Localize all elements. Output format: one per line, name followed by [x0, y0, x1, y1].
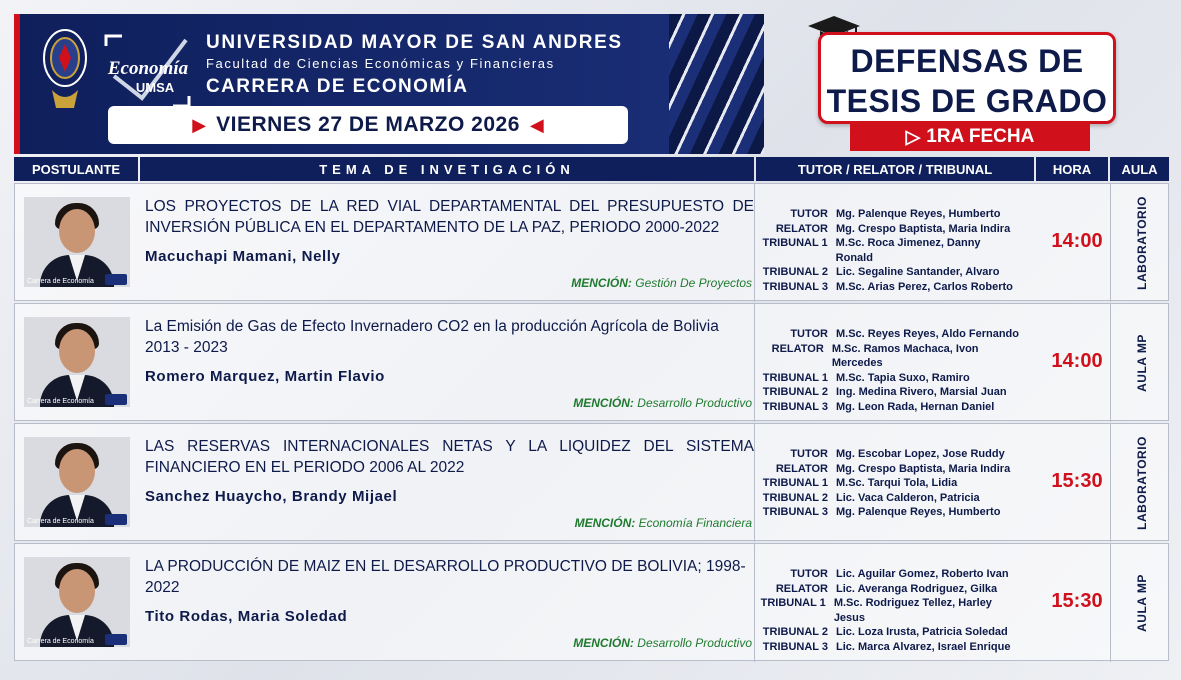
- tribunal-person: Lic. Aguilar Gomez, Roberto Ivan: [836, 568, 1009, 580]
- photo-caption: Carrera de Economía: [27, 518, 94, 525]
- mencion-label: MENCIÓN:: [571, 276, 632, 290]
- room: [1113, 544, 1170, 662]
- play-icon: ▷: [905, 126, 921, 148]
- room: [1113, 424, 1170, 542]
- mencion-label: MENCIÓN:: [573, 396, 634, 410]
- room: [1113, 304, 1170, 422]
- room-label: AULA MP: [1134, 574, 1149, 632]
- session-label: 1RA FECHA: [926, 126, 1035, 147]
- tribunal-person: M.Sc. Reyes Reyes, Aldo Fernando: [836, 328, 1019, 340]
- svg-text:UMSA: UMSA: [135, 80, 175, 95]
- candidate-name: Sanchez Huaycho, Brandy Mijael: [145, 488, 398, 505]
- candidate-name: Romero Marquez, Martin Flavio: [145, 368, 385, 385]
- tribunal-person: M.Sc. Tapia Suxo, Ramiro: [836, 371, 970, 384]
- career-name: CARRERA DE ECONOMÍA: [206, 76, 469, 97]
- economia-umsa-logo: [100, 32, 195, 110]
- tribunal-role: TRIBUNAL 3: [762, 506, 828, 519]
- event-date: VIERNES 27 DE MARZO 2026: [216, 113, 520, 136]
- table-row: [14, 423, 1169, 541]
- mencion-value: Desarrollo Productivo: [637, 396, 752, 410]
- tribunal-person: M.Sc. Rodriguez Tellez, Harley Jesus: [833, 597, 992, 624]
- tribunal-role: TRIBUNAL 2: [762, 491, 828, 504]
- title-line-1: DEFENSAS DE: [850, 43, 1084, 79]
- room-label: LABORATORIO: [1134, 436, 1149, 530]
- university-name: UNIVERSIDAD MAYOR DE SAN ANDRES: [206, 32, 623, 53]
- tribunal-person: M.Sc. Tarqui Tola, Lidia: [836, 477, 958, 490]
- photo-caption: Carrera de Economía: [27, 278, 94, 285]
- arrow-left-icon: ◀: [529, 114, 544, 135]
- mini-logo-icon: [105, 394, 127, 405]
- tribunal-role: TUTOR: [790, 208, 828, 220]
- col-hora: HORA: [1036, 157, 1108, 181]
- tribunal-person: Lic. Marca Alvarez, Israel Enrique: [836, 640, 1011, 653]
- tribunal-role: RELATOR: [775, 462, 828, 475]
- thesis-topic: LOS PROYECTOS DE LA RED VIAL DEPARTAMENTAL DEL PRESUPUESTO DE INVERSIÓN PÚBLICA EN EL DEPARTAMENTO DE LA PAZ, PERIODO 2000-2022: [145, 198, 754, 236]
- date-box: [108, 106, 628, 144]
- tribunal-person: M.Sc. Roca Jimenez, Danny Ronald: [835, 237, 981, 264]
- tribunal-role: TRIBUNAL 1: [762, 477, 828, 490]
- row-divider: [754, 424, 755, 542]
- candidate-photo: [24, 197, 130, 287]
- candidate-name: Tito Rodas, Maria Soledad: [145, 608, 348, 625]
- col-tema: TEMA DE INVETIGACIÓN: [140, 157, 754, 181]
- mencion-value: Gestión De Proyectos: [635, 276, 752, 290]
- col-tutor: TUTOR / RELATOR / TRIBUNAL: [756, 157, 1034, 181]
- col-aula: AULA: [1110, 157, 1169, 181]
- university-seal-icon: [42, 28, 88, 112]
- candidate-photo: [24, 557, 130, 647]
- tribunal-person: Mg. Escobar Lopez, Jose Ruddy: [836, 448, 1005, 460]
- thesis-topic: LAS RESERVAS INTERNACIONALES NETAS Y LA LIQUIDEZ DEL SISTEMA FINANCIERO EN EL PERIODO 2006 AL 2022: [145, 438, 754, 476]
- svg-text:Economía: Economía: [107, 58, 189, 79]
- tribunal-person: Mg. Crespo Baptista, Maria Indira: [836, 222, 1011, 235]
- defense-time: 15:30: [1051, 590, 1103, 612]
- tribunal-person: M.Sc. Ramos Machaca, Ivon Mercedes: [831, 342, 979, 370]
- row-divider: [754, 184, 755, 302]
- tribunal-person: Mg. Leon Rada, Hernan Daniel: [836, 400, 995, 413]
- candidate-photo: [24, 437, 130, 527]
- defense-time: 15:30: [1051, 470, 1103, 492]
- tribunal-role: RELATOR: [771, 342, 824, 355]
- candidate-name: Macuchapi Mamani, Nelly: [145, 248, 341, 265]
- tribunal-person: Lic. Averanga Rodriguez, Gilka: [836, 582, 998, 595]
- table-row: [14, 543, 1169, 661]
- room: [1113, 184, 1170, 302]
- tribunal-person: M.Sc. Arias Perez, Carlos Roberto: [836, 280, 1013, 293]
- row-divider: [754, 304, 755, 422]
- tribunal-person: Lic. Vaca Calderon, Patricia: [836, 491, 980, 504]
- defense-time: 14:00: [1051, 230, 1103, 252]
- tribunal-person: Mg. Palenque Reyes, Humberto: [836, 506, 1001, 519]
- tribunal-role: TRIBUNAL 2: [762, 266, 828, 279]
- tribunal-list: [760, 567, 1020, 655]
- mencion: [575, 516, 752, 530]
- tribunal-list: [760, 207, 1020, 295]
- tribunal-list: [760, 447, 1020, 520]
- tribunal-person: Mg. Crespo Baptista, Maria Indira: [836, 462, 1011, 475]
- tribunal-role: TRIBUNAL 1: [762, 237, 828, 250]
- tribunal-role: TRIBUNAL 2: [762, 626, 828, 639]
- thesis-topic: LA PRODUCCIÓN DE MAIZ EN EL DESARROLLO PRODUCTIVO DE BOLIVIA; 1998-2022: [145, 558, 746, 596]
- tribunal-role: TUTOR: [790, 328, 828, 340]
- mini-logo-icon: [105, 274, 127, 285]
- tribunal-person: Lic. Segaline Santander, Alvaro: [836, 266, 1000, 279]
- faculty-name: Facultad de Ciencias Económicas y Financieras: [206, 56, 555, 71]
- tribunal-role: TRIBUNAL 3: [762, 640, 828, 653]
- arrow-right-icon: ▶: [192, 114, 207, 135]
- row-divider: [754, 544, 755, 662]
- defense-time: 14:00: [1051, 350, 1103, 372]
- mencion-label: MENCIÓN:: [573, 636, 634, 650]
- mencion-value: Desarrollo Productivo: [637, 636, 752, 650]
- tribunal-role: TRIBUNAL 3: [762, 400, 828, 413]
- header-banner: [14, 14, 764, 154]
- tribunal-role: TRIBUNAL 1: [760, 597, 826, 610]
- mencion-label: MENCIÓN:: [574, 516, 636, 530]
- mencion: [573, 636, 752, 650]
- tribunal-role: TUTOR: [790, 568, 828, 580]
- mini-logo-icon: [105, 634, 127, 645]
- title-card: [818, 32, 1116, 124]
- tribunal-role: RELATOR: [775, 582, 828, 595]
- candidate-photo: [24, 317, 130, 407]
- session-badge: [850, 123, 1090, 151]
- tribunal-role: TRIBUNAL 1: [762, 371, 828, 384]
- table-row: [14, 303, 1169, 421]
- room-label: AULA MP: [1134, 334, 1149, 392]
- photo-caption: Carrera de Economía: [27, 638, 94, 645]
- tribunal-role: TRIBUNAL 2: [762, 386, 828, 399]
- tribunal-role: TUTOR: [790, 448, 828, 460]
- tribunal-role: RELATOR: [775, 222, 828, 235]
- tribunal-person: Ing. Medina Rivero, Marsial Juan: [836, 386, 1007, 399]
- room-label: LABORATORIO: [1134, 196, 1149, 290]
- table-row: [14, 183, 1169, 301]
- tribunal-person: Mg. Palenque Reyes, Humberto: [836, 208, 1001, 220]
- title-line-2: TESIS DE GRADO: [826, 83, 1108, 119]
- tribunal-role: TRIBUNAL 3: [762, 280, 828, 293]
- tribunal-list: [760, 327, 1020, 415]
- mini-logo-icon: [105, 514, 127, 525]
- mencion: [571, 276, 752, 290]
- thesis-topic: La Emisión de Gas de Efecto Invernadero CO2 en la producción Agrícola de Bolivia 2013 - 2023: [145, 318, 719, 356]
- col-postulante: POSTULANTE: [14, 157, 138, 181]
- photo-caption: Carrera de Economía: [27, 398, 94, 405]
- mencion: [573, 396, 752, 410]
- tribunal-person: Lic. Loza Irusta, Patricia Soledad: [836, 626, 1008, 639]
- mencion-value: Economía Financiera: [638, 516, 752, 530]
